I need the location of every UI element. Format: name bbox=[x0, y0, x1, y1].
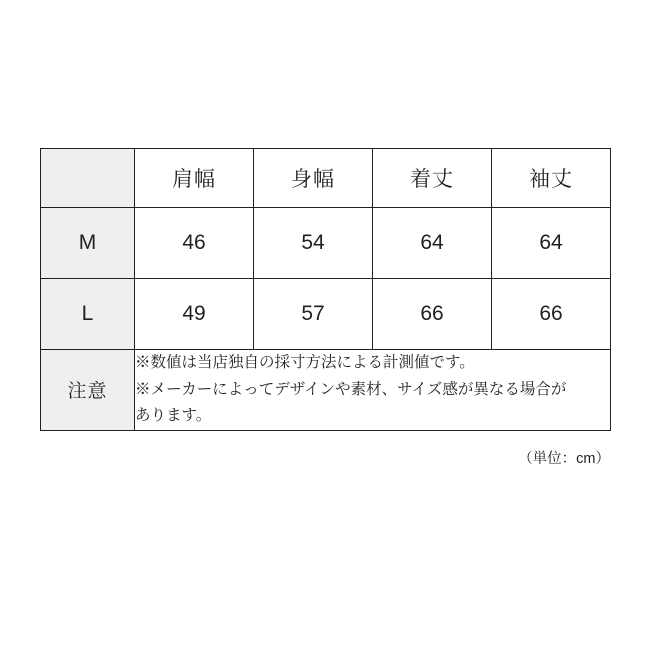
header-cell-sleeve: 袖丈 bbox=[492, 149, 611, 208]
cell-l-length: 66 bbox=[373, 279, 492, 350]
note-body bbox=[135, 350, 611, 431]
note-label: 注意 bbox=[41, 350, 135, 431]
cell-m-sleeve: 64 bbox=[492, 208, 611, 279]
note-line-1: ※数値は当店独自の採寸方法による計測値です。 bbox=[135, 354, 475, 371]
cell-m-shoulder: 46 bbox=[135, 208, 254, 279]
header-cell-chest: 身幅 bbox=[254, 149, 373, 208]
size-table bbox=[40, 148, 611, 431]
table-row bbox=[41, 208, 611, 279]
note-line-2: ※メーカーによってデザインや素材、サイズ感が異なる場合が bbox=[135, 380, 567, 398]
table-note-row bbox=[41, 350, 611, 431]
row-label-l: L bbox=[41, 279, 135, 350]
cell-m-length: 64 bbox=[373, 208, 492, 279]
table-header-row bbox=[41, 149, 611, 208]
note-line-3: あります。 bbox=[135, 407, 212, 425]
table-row bbox=[41, 279, 611, 350]
row-label-m: M bbox=[41, 208, 135, 279]
size-table-container bbox=[40, 148, 610, 431]
header-cell-shoulder: 肩幅 bbox=[135, 149, 254, 208]
cell-l-shoulder: 49 bbox=[135, 279, 254, 350]
unit-note: （単位：cm） bbox=[518, 451, 610, 467]
header-cell-length: 着丈 bbox=[373, 149, 492, 208]
cell-m-chest: 54 bbox=[254, 208, 373, 279]
cell-l-sleeve: 66 bbox=[492, 279, 611, 350]
header-cell-corner bbox=[41, 149, 135, 208]
cell-l-chest: 57 bbox=[254, 279, 373, 350]
